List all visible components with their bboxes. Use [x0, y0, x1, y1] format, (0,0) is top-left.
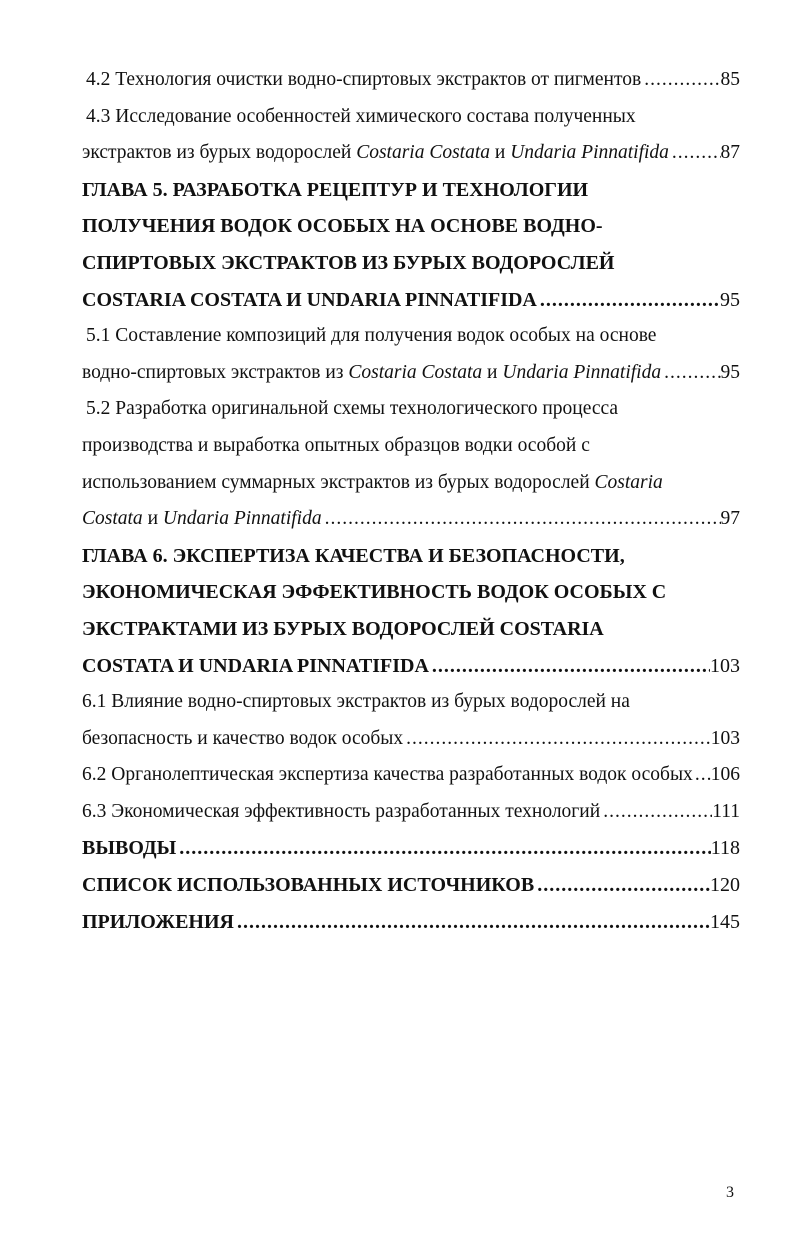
- toc-entry-title: 4.2 Технология очистки водно-спиртовых экстрактов от пигментов: [86, 69, 642, 90]
- dot-leader: [641, 62, 720, 99]
- toc-entry-4-2: [82, 62, 740, 99]
- toc-page-number: 103: [710, 654, 740, 677]
- toc-entry-title: 6.3 Экономическая эффективность разработанных технологий: [82, 800, 601, 822]
- toc-references: [82, 867, 740, 904]
- dot-leader: [176, 830, 710, 867]
- toc-entry-4-3-line1: [82, 99, 740, 136]
- toc-appendices: [82, 904, 740, 941]
- toc-entry-6-1-line1: [82, 684, 740, 721]
- dot-leader: [669, 135, 721, 172]
- dot-leader: [537, 282, 720, 319]
- toc-chapter-6-line4: [82, 648, 740, 685]
- toc-chapter-5-line2: ПОЛУЧЕНИЯ ВОДОК ОСОБЫХ НА ОСНОВЕ ВОДНО-: [82, 215, 603, 238]
- toc-entry-title: 5.2 Разработка оригинальной схемы технологического процесса: [86, 398, 619, 420]
- toc-page-number: 103: [710, 727, 740, 749]
- toc-entry-6-2: [82, 757, 740, 794]
- toc-entry-title: ПРИЛОЖЕНИЯ: [82, 910, 234, 933]
- toc-page-number: 106: [710, 764, 740, 786]
- dot-leader: [234, 904, 710, 941]
- toc-page-number: 87: [720, 142, 740, 164]
- dot-leader: [403, 721, 711, 758]
- toc-chapter-6-line3: ЭКСТРАКТАМИ ИЗ БУРЫХ ВОДОРОСЛЕЙ COSTARIA: [82, 617, 604, 640]
- toc-page-number: 118: [710, 837, 740, 860]
- toc-entry-title: использованием суммарных экстрактов из бурых водорослей Costaria: [82, 471, 663, 493]
- toc-entry-title: 6.2 Органолептическая экспертиза качества разработанных водок особых: [82, 764, 693, 786]
- toc-chapter-5-line3: СПИРТОВЫХ ЭКСТРАКТОВ ИЗ БУРЫХ ВОДОРОСЛЕЙ: [82, 251, 615, 274]
- toc-chapter-5-line4: [82, 282, 740, 319]
- toc-entry-5-1-line1: [82, 318, 740, 355]
- toc-entry-title: экстрактов из бурых водорослей Costaria Costata и Undaria Pinnatifida: [82, 142, 669, 164]
- toc-conclusions: [82, 830, 740, 867]
- toc-page-number: 95: [720, 288, 740, 311]
- toc-page-number: 95: [720, 361, 740, 383]
- toc-page-number: 145: [710, 910, 740, 933]
- toc-entry-title: COSTATA И UNDARIA PINNATIFIDA: [82, 654, 429, 677]
- toc-entry-title: 4.3 Исследование особенностей химического состава полученных: [86, 105, 636, 127]
- toc-chapter-5-line1: ГЛАВА 5. РАЗРАБОТКА РЕЦЕПТУР И ТЕХНОЛОГИИ: [82, 178, 589, 201]
- toc-entry-6-3: [82, 794, 740, 831]
- toc-entry-title: водно-спиртовых экстрактов из Costaria Costata и Undaria Pinnatifida: [82, 361, 662, 383]
- dot-leader: [322, 501, 721, 538]
- toc-entry-5-1-line2: [82, 355, 740, 392]
- dot-leader: [429, 648, 710, 685]
- toc-entry-title: ВЫВОДЫ: [82, 837, 177, 860]
- toc-entry-5-2-line4: [82, 501, 740, 538]
- toc-entry-title: COSTARIA COSTATA И UNDARIA PINNATIFIDA: [82, 288, 537, 311]
- toc-entry-title: производства и выработка опытных образцов водки особой с: [82, 434, 590, 456]
- toc-entry-title: 6.1 Влияние водно-спиртовых экстрактов из бурых водорослей на: [82, 691, 630, 713]
- toc-entry-5-2-line2: [82, 428, 740, 465]
- toc-page-number: 97: [720, 508, 740, 530]
- dot-leader: [534, 867, 710, 904]
- toc-page-number: 111: [712, 800, 740, 822]
- toc-chapter-6-line2: ЭКОНОМИЧЕСКАЯ ЭФФЕКТИВНОСТЬ ВОДОК ОСОБЫХ С: [82, 581, 667, 604]
- toc-entry-4-3-line2: [82, 135, 740, 172]
- dot-leader: [661, 355, 720, 392]
- toc-chapter-6-line1: ГЛАВА 6. ЭКСПЕРТИЗА КАЧЕСТВА И БЕЗОПАСНОСТИ,: [82, 544, 625, 567]
- toc-entry-5-2-line3: [82, 465, 740, 502]
- dot-leader: [693, 757, 711, 794]
- toc-entry-6-1-line2: [82, 721, 740, 758]
- toc-page-number: 85: [720, 69, 740, 90]
- toc-entry-5-2-line1: [82, 391, 740, 428]
- toc-page-number: 120: [710, 874, 740, 897]
- table-of-contents: [82, 62, 740, 940]
- toc-entry-title: Costata и Undaria Pinnatifida: [82, 508, 322, 530]
- toc-entry-title: СПИСОК ИСПОЛЬЗОВАННЫХ ИСТОЧНИКОВ: [82, 874, 535, 897]
- page-number: 3: [726, 1184, 734, 1201]
- dot-leader: [600, 794, 712, 831]
- toc-entry-title: безопасность и качество водок особых: [82, 727, 404, 749]
- toc-entry-title: 5.1 Составление композиций для получения водок особых на основе: [86, 325, 657, 347]
